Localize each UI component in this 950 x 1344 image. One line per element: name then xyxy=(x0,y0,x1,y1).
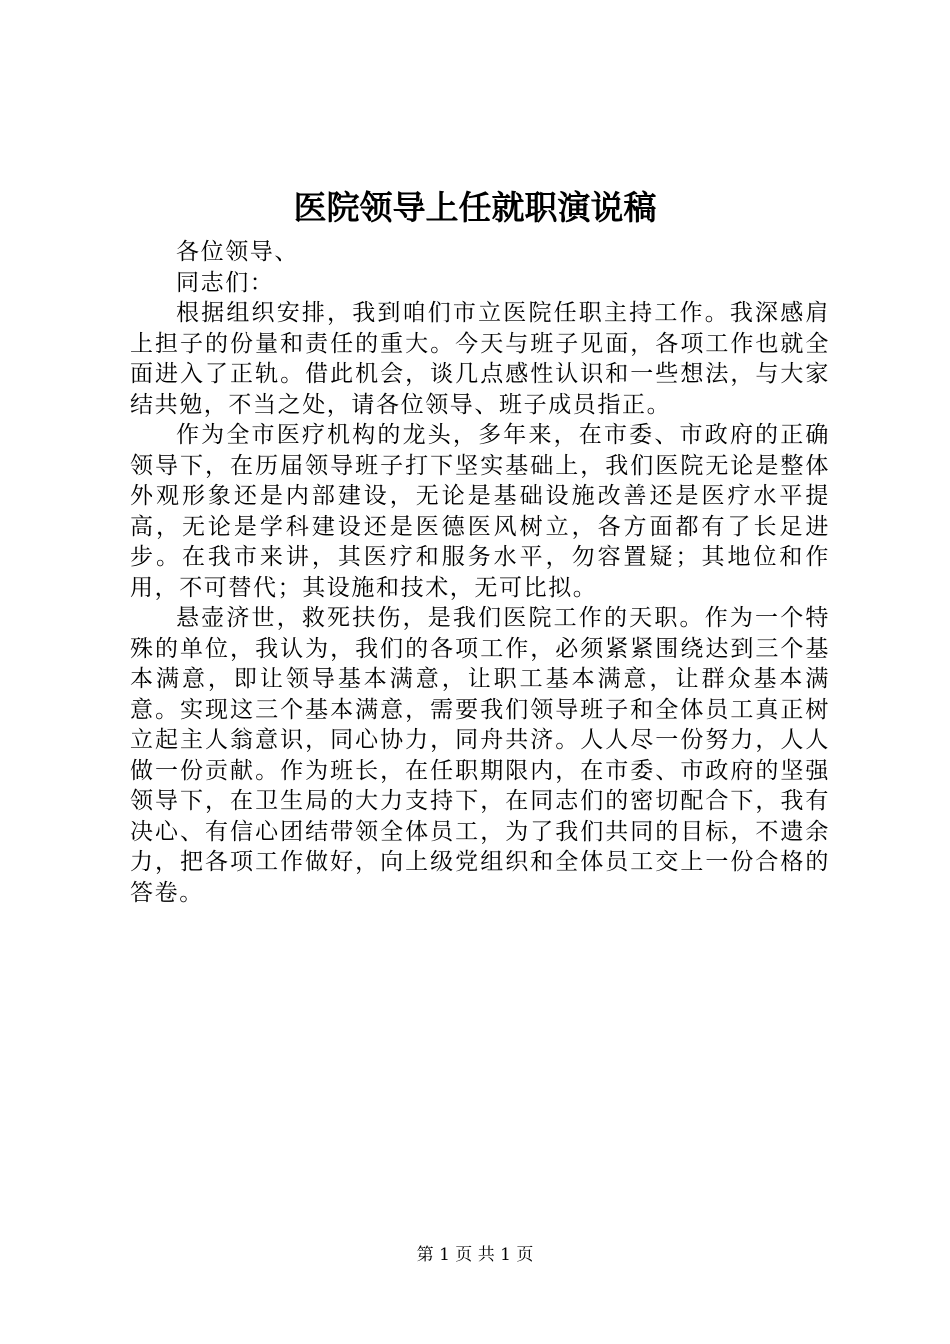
document-title: 医院领导上任就职演说稿 xyxy=(293,188,657,227)
body-paragraph: 作为全市医疗机构的龙头，多年来，在市委、市政府的正确领导下，在历届领导班子打下坚实基础上，我们医院无论是整体外观形象还是内部建设，无论是基础设施改善还是医疗水平提高，无论是学科建设还是医德医风树立，各方面都有了长足进步。在我市来讲，其医疗和服务水平，勿容置疑；其地位和作用，不可替代；其设施和技术，无可比拟。 xyxy=(130,422,830,601)
salutation-line: 同志们： xyxy=(176,269,275,296)
page-number-footer: 第 1 页 共 1 页 xyxy=(416,1245,534,1265)
body-paragraph: 悬壶济世，救死扶伤，是我们医院工作的天职。作为一个特殊的单位，我认为，我们的各项工作，必须紧紧围绕达到三个基本满意，即让领导基本满意，让职工基本满意，让群众基本满意。实现这三个基本满意，需要我们领导班子和全体员工真正树立起主人翁意识，同心协力，同舟共济。人人尽一份努力，人人做一份贡献。作为班长，在任职期限内，在市委、市政府的坚强领导下，在卫生局的大力支持下，在同志们的密切配合下，我有决心、有信心团结带领全体员工，为了我们共同的目标，不遗余力，把各项工作做好，向上级党组织和全体员工交上一份合格的答卷。 xyxy=(130,605,830,906)
salutation-line: 各位领导、 xyxy=(176,239,299,265)
document-body xyxy=(130,237,830,908)
body-paragraph: 根据组织安排，我到咱们市立医院任职主持工作。我深感肩上担子的份量和责任的重大。今天与班子见面，各项工作也就全面进入了正轨。借此机会，谈几点感性认识和一些想法，与大家结共勉，不当之处，请各位领导、班子成员指正。 xyxy=(130,300,830,418)
